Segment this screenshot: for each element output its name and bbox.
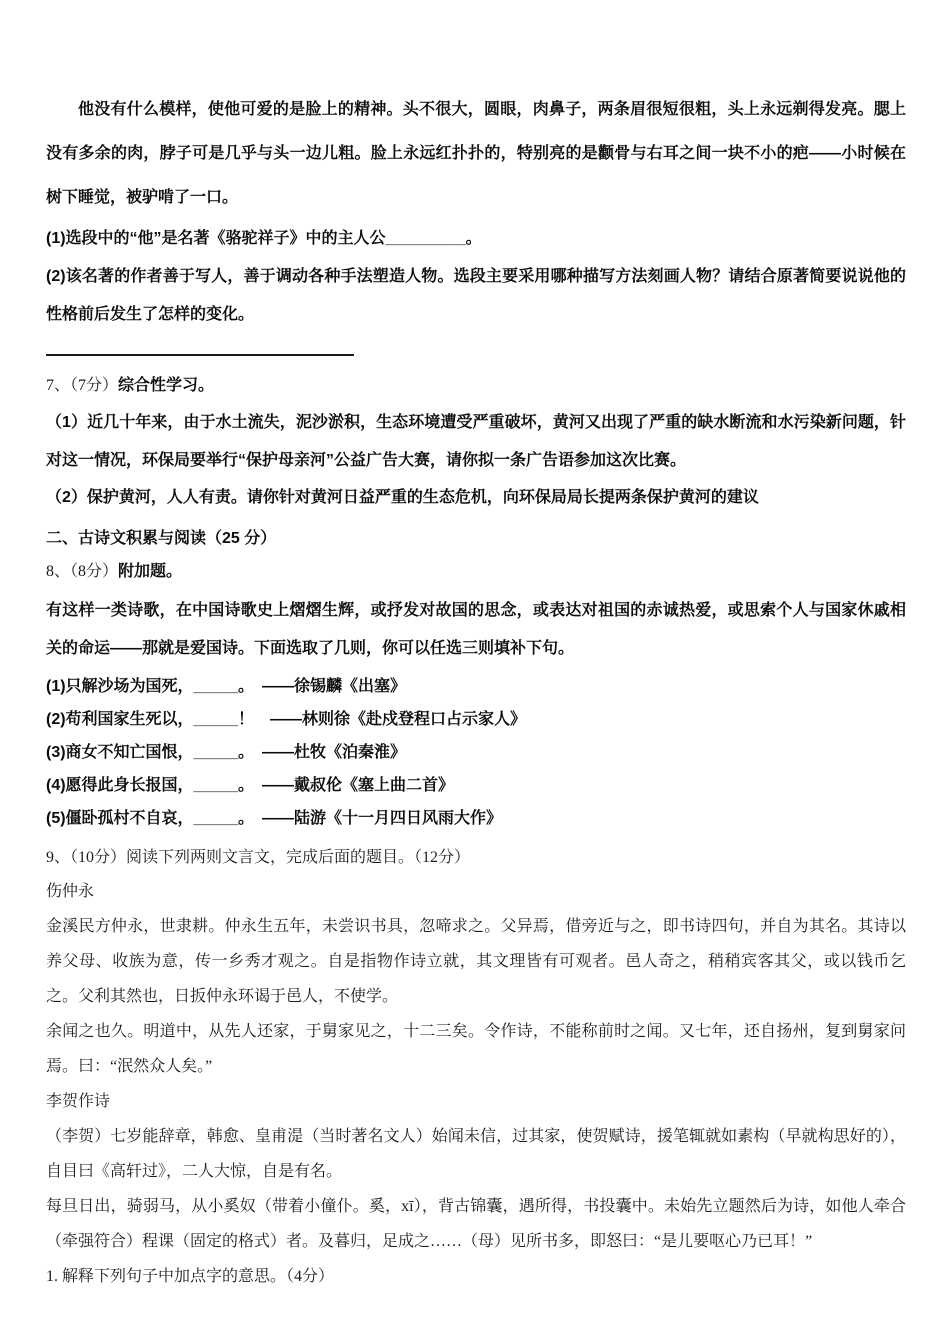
question-8-number: 8、（8分）: [46, 563, 119, 580]
patriotic-poem-list: [46, 670, 906, 835]
question-7-item-2: （2）保护黄河，人人有责。请你针对黄河日益严重的生态危机，向环保局局长提两条保护黄河的建议: [46, 489, 759, 506]
section-2-heading: 二、古诗文积累与阅读（25 分）: [46, 530, 277, 547]
novel-question-1: (1)选段中的“他”是名著《骆驼祥子》中的主人公_________。: [46, 230, 482, 247]
question-7-title: 综合性学习。: [118, 377, 215, 394]
question-7-heading: [46, 368, 906, 404]
poem-item-3: (3)商女不知亡国恨，_____。 ——杜牧《泊秦淮》: [46, 744, 407, 761]
question-8-title: 附加题。: [118, 563, 183, 580]
passage-2-paragraph-1: （李贺）七岁能辞章，韩愈、皇甫湜（当时著名文人）始闻未信，过其家，使贺赋诗，援笔辄就如素构（早就构思好的），自目曰《高轩过》，二人大惊，自是有名。: [46, 1128, 906, 1180]
novel-question-2: (2)该名著的作者善于写人，善于调动各种手法塑造人物。选段主要采用哪种描写方法刻画人物？请结合原著简要说说他的性格前后发生了怎样的变化。: [46, 268, 906, 323]
passage-2-title: 李贺作诗: [46, 1093, 111, 1110]
passage-2-paragraph-2: 每旦日出，骑弱马，从小奚奴（带着小僮仆。奚，xī），背古锦囊，遇所得，书投囊中。未始先立题然后为诗，如他人牵合（牵强符合）程课（固定的格式）者。及暮归，足成之……（母）见所书多，即怒曰：“是儿要呕心乃已耳！”: [46, 1198, 906, 1250]
question-8-intro: 有这样一类诗歌，在中国诗歌史上熠熠生辉，或抒发对故国的思念，或表达对祖国的赤诚热爱，或思索个人与国家休戚相关的命运——那就是爱国诗。下面选取了几则，你可以任选三则填补下句。: [46, 602, 906, 657]
poem-item-1: (1)只解沙场为国死，_____。 ——徐锡麟《出塞》: [46, 678, 407, 695]
poem-item-4: (4)愿得此身长报国，_____。 ——戴叔伦《塞上曲二首》: [46, 777, 455, 794]
passage-1-paragraph-1: 金溪民方仲永，世隶耕。仲永生五年，未尝识书具，忽啼求之。父异焉，借旁近与之，即书诗四句，并自为其名。其诗以养父母、收族为意，传一乡秀才观之。自是指物作诗立就，其文理皆有可观者。邑人奇之，稍稍宾客其父，或以钱币乞之。父利其然也，日扳仲永环谒于邑人，不使学。: [46, 918, 906, 1005]
poem-item-5: (5)僵卧孤村不自哀，_____。 ——陆游《十一月四日风雨大作》: [46, 810, 503, 827]
question-9-heading: 9、（10分）阅读下列两则文言文，完成后面的题目。（12分）: [46, 849, 471, 866]
question-9-sub-question-1: 1. 解释下列句子中加点字的意思。（4分）: [46, 1268, 335, 1285]
question-7-number: 7、（7分）: [46, 377, 119, 394]
poem-item-2: (2)苟利国家生死以，_____！ ——林则徐《赴戍登程口占示家人》: [46, 711, 527, 728]
question-7-item-1: （1）近几十年来，由于水土流失，泥沙淤积，生态环境遭受严重破坏，黄河又出现了严重的缺水断流和水污染新问题，针对这一情况，环保局要举行“保护母亲河”公益广告大赛，请你拟一条广告语参加这次比赛。: [46, 414, 906, 469]
passage-1-title: 伤仲永: [46, 883, 95, 900]
passage-1-paragraph-2: 余闻之也久。明道中，从先人还家，于舅家见之，十二三矣。令作诗，不能称前时之闻。又七年，还自扬州，复到舅家问焉。曰：“泯然众人矣。”: [46, 1023, 906, 1075]
novel-excerpt-paragraph: 他没有什么模样，使他可爱的是脸上的精神。头不很大，圆眼，肉鼻子，两条眉很短很粗，头上永远剃得发亮。腮上没有多余的肉，脖子可是几乎与头一边儿粗。脸上永远红扑扑的，特别亮的是颧骨与右耳之间一块不小的疤——小时候在树下睡觉，被驴啃了一口。: [46, 101, 906, 206]
answer-blank-line: [46, 340, 354, 356]
question-8-heading: [46, 556, 906, 588]
